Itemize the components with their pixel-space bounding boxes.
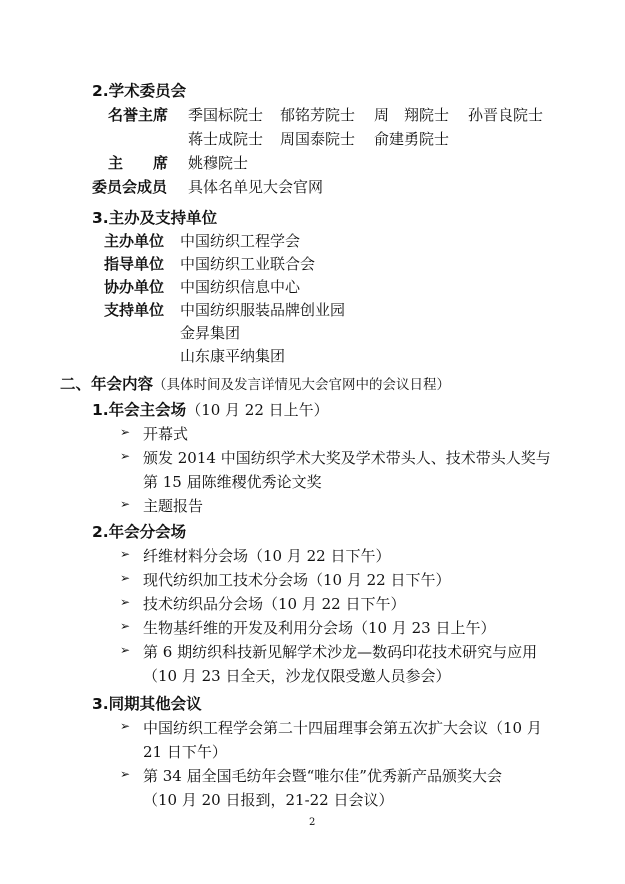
other-item-2-cont: （10 月 20 日报到，21-22 日会议） bbox=[143, 791, 394, 809]
sub-item-5-cont: （10 月 23 日全天，沙龙仅限受邀人员参会） bbox=[143, 667, 451, 685]
bullet-arrow-icon: ➢ bbox=[120, 449, 131, 463]
bullet-arrow-icon: ➢ bbox=[120, 619, 131, 633]
main-item-3: 主题报告 bbox=[143, 497, 204, 515]
sub-item-5: 第 6 期纺织科技新见解学术沙龙—数码印花技术研究与应用 bbox=[143, 643, 538, 661]
bullet-arrow-icon: ➢ bbox=[120, 595, 131, 609]
other-item-1-cont: 21 日下午） bbox=[143, 743, 227, 761]
supporter-value-3: 山东康平纳集团 bbox=[180, 347, 286, 365]
bullet-arrow-icon: ➢ bbox=[120, 643, 131, 657]
sub-sessions-heading: 2.年会分会场 bbox=[92, 523, 187, 541]
chair-name: 姚穆院士 bbox=[188, 154, 249, 172]
bullet-arrow-icon: ➢ bbox=[120, 425, 131, 439]
organizer-value: 中国纺织工程学会 bbox=[180, 232, 301, 250]
members-text: 具体名单见大会官网 bbox=[188, 178, 324, 196]
other-item-2: 第 34 届全国毛纺年会暨“唯尔佳”优秀新产品颁奖大会 bbox=[143, 767, 502, 785]
supporter-value-1: 中国纺织服装品牌创业园 bbox=[180, 301, 346, 319]
honorary-name-2: 郁铭芳院士 bbox=[280, 106, 356, 124]
members-label: 委员会成员 bbox=[92, 178, 168, 196]
main-item-2: 颁发 2014 中国纺织学术大奖及学术带头人、技术带头人奖与 bbox=[143, 449, 551, 467]
honorary-name-4: 孙晋良院士 bbox=[468, 106, 544, 124]
sub-item-2: 现代纺织加工技术分会场（10 月 22 日下午） bbox=[143, 571, 451, 589]
bullet-arrow-icon: ➢ bbox=[120, 497, 131, 511]
guidance-label: 指导单位 bbox=[104, 255, 165, 273]
section-heading-academic-committee: 2.学术委员会 bbox=[92, 82, 187, 100]
main-item-1: 开幕式 bbox=[143, 425, 189, 443]
part2-title: 二、年会内容 bbox=[60, 375, 154, 393]
honorary-name-5: 蒋士成院士 bbox=[188, 130, 264, 148]
section-heading-organizers: 3.主办及支持单位 bbox=[92, 209, 218, 227]
other-item-1: 中国纺织工程学会第二十四届理事会第五次扩大会议（10 月 bbox=[143, 719, 542, 737]
honorary-name-3: 周 翔院士 bbox=[374, 106, 450, 124]
bullet-arrow-icon: ➢ bbox=[120, 571, 131, 585]
main-item-2-cont: 第 15 届陈维稷优秀论文奖 bbox=[143, 473, 322, 491]
honorary-name-6: 周国泰院士 bbox=[280, 130, 356, 148]
honorary-chair-label: 名誉主席 bbox=[108, 106, 169, 124]
supporter-label: 支持单位 bbox=[104, 301, 165, 319]
honorary-name-7: 俞建勇院士 bbox=[374, 130, 450, 148]
co-organizer-value: 中国纺织信息中心 bbox=[180, 278, 301, 296]
bullet-arrow-icon: ➢ bbox=[120, 719, 131, 733]
sub-item-3: 技术纺织品分会场（10 月 22 日下午） bbox=[143, 595, 406, 613]
part2-heading bbox=[60, 372, 450, 394]
organizer-label: 主办单位 bbox=[104, 232, 165, 250]
main-session-heading bbox=[92, 398, 329, 420]
guidance-value: 中国纺织工业联合会 bbox=[180, 255, 316, 273]
chair-label: 主 席 bbox=[108, 154, 169, 172]
co-organizer-label: 协办单位 bbox=[104, 278, 165, 296]
other-meetings-heading: 3.同期其他会议 bbox=[92, 695, 202, 713]
part2-note: （具体时间及发言详情见大会官网中的会议日程） bbox=[153, 377, 451, 393]
bullet-arrow-icon: ➢ bbox=[120, 767, 131, 781]
page-number: 2 bbox=[309, 817, 316, 828]
main-session-title: 1.年会主会场 bbox=[92, 401, 187, 419]
sub-item-4: 生物基纤维的开发及利用分会场（10 月 23 日上午） bbox=[143, 619, 496, 637]
honorary-name-1: 季国标院士 bbox=[188, 106, 264, 124]
sub-item-1: 纤维材料分会场（10 月 22 日下午） bbox=[143, 547, 391, 565]
supporter-value-2: 金昇集团 bbox=[180, 324, 241, 342]
main-session-time: （10 月 22 日上午） bbox=[186, 401, 329, 419]
bullet-arrow-icon: ➢ bbox=[120, 547, 131, 561]
